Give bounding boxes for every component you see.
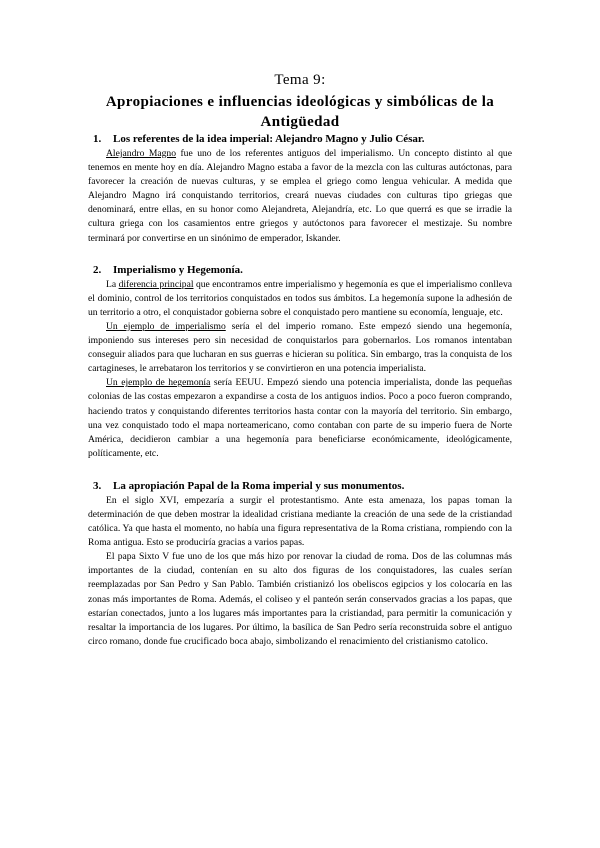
paragraph-text: sería EEUU. Empezó siendo una potencia imperialista, donde las pequeñas colonias de las costas empezaron a expandirse a costa de los antiguos indios. Poco a poco fueron comprando, haciendo tratos y conquistando diferentes territorios hasta contar con la mayoría del territorio. Sin embargo, una vez conquistado todo el mapa norteamericano, como contaban con parte de su imperio fuera de Norte América, decidieron cambiar a una hegemonía para beneficiarse económicamente, ideológicamente, políticamente, etc. [88, 377, 513, 459]
underlined-term: Un ejemplo de hegemonía [106, 377, 211, 389]
paragraph-text: que encontramos entre imperialismo y hegemonía es que el imperialismo conlleva el dominio, control de los territorios conquistados en todos sus ámbitos. La hegemonía supone la adhesión de un territorio a otro, el conquistador gobierna sobre el conquistado pero mantiene su economía, lenguaje, etc. [88, 278, 513, 318]
paragraph [88, 494, 512, 550]
section-title: Imperialismo y Hegemonía. [113, 263, 243, 276]
section-number: 2. [93, 263, 102, 276]
section-1 [88, 132, 512, 246]
underlined-term: Alejandro Magno [106, 148, 177, 159]
paragraph [88, 320, 512, 376]
section-heading [93, 132, 512, 146]
paragraph [88, 147, 512, 246]
paragraph-text: El papa Sixto V fue uno de los que más hizo por renovar la ciudad de roma. Dos de las columnas más importantes de la ciudad, contenían en su alto dos figuras de los conquistadores, las cuales serían reemplazadas por San Pedro y San Pablo. También cristianizó los obeliscos egipcios y los colocaría en las zonas más importantes de Roma. Además, el coliseo y el panteón serán conservados gracias a los papas, que estarían conectados, junto a los lugares más importantes para la cristiandad, para permitir la comunicación y resaltar la importancia de los lugares. Por último, la basílica de San Pedro sería reconstruida sobre el antiguo circo romano, donde fue crucificado boca abajo, simbolizando el renacimiento del cristianismo catolico. [88, 551, 512, 647]
section-2 [88, 263, 512, 461]
paragraph [88, 376, 512, 461]
document-title: Tema 9: [274, 72, 326, 88]
document-subtitle-line2: Antigüedad [260, 114, 340, 130]
paragraph-lead: La [106, 278, 119, 290]
section-3 [88, 479, 512, 649]
document-subtitle-line1: Apropiaciones e influencias ideológicas y simbólicas de la [105, 94, 495, 110]
section-heading [93, 479, 512, 493]
underlined-term: diferencia principal [118, 278, 194, 290]
paragraph [88, 278, 512, 320]
paragraph-text: En el siglo XVI, empezaría a surgir el protestantismo. Ante esta amenaza, los papas toman la determinación de que deben mostrar la idealidad cristiana mediante la creación de una sede de la cristiandad católica. Ya que hasta el momento, no había una figura representativa de la Roma cristiana, rompiendo con la Roma antigua. Esto se produciría gracias a varios papas. [88, 494, 512, 549]
paragraph-text: fue uno de los referentes antiguos del imperialismo. Un concepto distinto al que tenemos en mente hoy en día. Alejandro Magno estaba a favor de la mezcla con las culturas autóctonas, para favorecer la creación de nuevas culturas, y se emplea el griego como lengua vehicular. A medida que Alejandro Magno irá conquistando territorios, creará nuevas ciudades con culturas tipo griegas que denominará, entre ellas, en su honor como Alejandreta, Alejandría, etc. Lo que querrá es que se irradie la cultura griega con los casamientos entre griegos y autóctonos para favorecer el mestizaje. Su nombre terminará por convertirse en un sinónimo de emperador, Iskander. [88, 148, 512, 244]
section-heading [93, 263, 512, 277]
section-title: Los referentes de la idea imperial: Alejandro Magno y Julio César. [113, 133, 425, 145]
paragraph [88, 550, 512, 649]
section-number: 1. [93, 133, 102, 145]
section-title: La apropiación Papal de la Roma imperial y sus monumentos. [113, 479, 405, 492]
underlined-term: Un ejemplo de imperialismo [106, 320, 226, 332]
paragraph-text: sería el del imperio romano. Este empezó siendo una hegemonía, imponiendo sus intereses pero sin necesidad de conquistarlos para gobernarlos. Los romanos intentaban conseguir aliados para que lucharan en sus guerras e hicieran su política. Sin embargo, tras la conquista de los cartagineses, le arrebataron los territorios y se convirtieron en una potencia imperialista. [88, 320, 512, 375]
section-number: 3. [93, 479, 102, 492]
